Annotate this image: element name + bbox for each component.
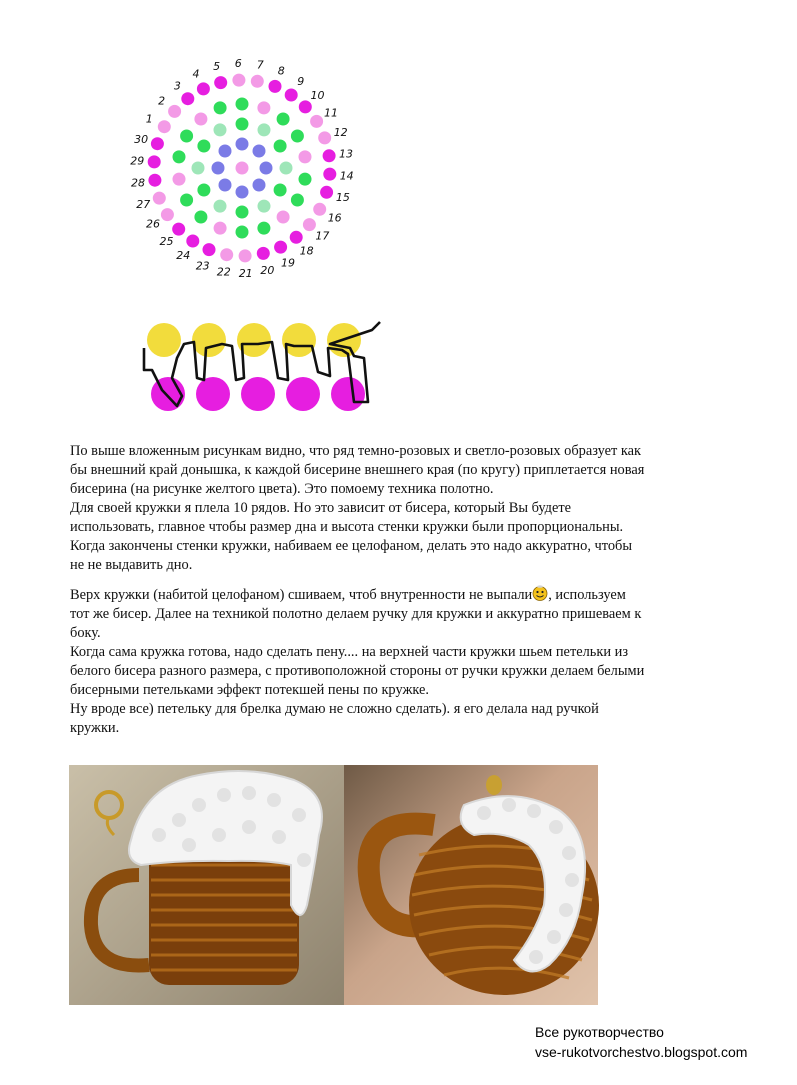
- beaded-mug-illustration: [69, 765, 344, 1005]
- outer-bead: [214, 76, 227, 89]
- bead-number-label: 26: [146, 217, 160, 231]
- text-line: боку.: [70, 625, 101, 641]
- ring-bead: [236, 98, 249, 111]
- bead-number-label: 14: [339, 169, 354, 183]
- text-line: Когда закончены стенки кружки, набиваем ее целофаном, делать это надо аккуратно, чтобы: [70, 538, 633, 554]
- text-line: [70, 585, 770, 605]
- text-line: использовать, главное чтобы размер дна и высота стенки кружки были пропорциональны.: [70, 519, 624, 535]
- center-bead: [260, 162, 273, 175]
- yellow-bead: [147, 323, 181, 357]
- signature-url: vse-rukotvorchestvo.blogspot.com: [535, 1044, 748, 1060]
- ring-bead: [173, 173, 186, 186]
- ring-bead: [236, 226, 249, 239]
- beaded-mug-photo-right: [344, 765, 598, 1005]
- outer-bead: [251, 75, 264, 88]
- pink-bead: [196, 377, 230, 411]
- pink-bead: [331, 377, 365, 411]
- center-bead: [219, 145, 232, 158]
- bead-number-label: 7: [256, 58, 264, 72]
- text-line: бы внешний край донышка, к каждой бисерине внешнего края (по кругу) приплетается новая: [70, 462, 645, 478]
- center-bead: [212, 162, 225, 175]
- bead-number-label: 28: [131, 176, 145, 190]
- outer-bead: [203, 243, 216, 256]
- text-line: бисерными петельками эффект потекшей пены по кружке.: [70, 682, 430, 698]
- ring-bead: [236, 206, 249, 219]
- ring-bead: [214, 222, 227, 235]
- outer-bead: [323, 149, 336, 162]
- bead-number-label: 13: [339, 147, 353, 161]
- bead-number-label: 4: [192, 67, 200, 81]
- center-bead: [236, 162, 249, 175]
- outer-bead: [290, 231, 303, 244]
- ring-bead: [197, 140, 210, 153]
- center-bead: [236, 138, 249, 151]
- text-line: Когда сама кружка готова, надо сделать пену.... на верхней части кружки шьем петельки из: [70, 644, 629, 660]
- outer-bead: [232, 74, 245, 87]
- ring-bead: [258, 123, 271, 136]
- bead-number-label: 15: [335, 190, 350, 204]
- signature: [535, 1022, 747, 1062]
- pink-bead: [241, 377, 275, 411]
- outer-bead: [186, 235, 199, 248]
- ring-bead: [194, 113, 207, 126]
- ring-bead: [258, 200, 271, 213]
- instructions-paragraph-1: [70, 442, 770, 575]
- text-line: бисерина (на рисунке желтого цвета). Это помоему техника полотно.: [70, 481, 494, 497]
- bead-number-label: 9: [297, 75, 305, 88]
- outer-bead: [285, 89, 298, 102]
- ring-bead: [291, 130, 304, 143]
- outer-bead: [274, 241, 287, 254]
- text-line: кружки.: [70, 720, 120, 736]
- ring-bead: [214, 200, 227, 213]
- ring-bead: [277, 211, 290, 224]
- signature-name: Все рукотворчество: [535, 1024, 664, 1040]
- ring-bead: [180, 130, 193, 143]
- beaded-mug-closeup-illustration: [344, 765, 598, 1005]
- weaving-technique-diagram: [132, 318, 382, 418]
- beaded-mug-photo-left: [69, 765, 344, 1005]
- ring-bead: [274, 184, 287, 197]
- outer-bead: [148, 155, 161, 168]
- outer-bead: [269, 80, 282, 93]
- bead-number-label: 3: [173, 79, 181, 93]
- ring-bead: [236, 118, 249, 131]
- ring-bead: [192, 162, 205, 175]
- pink-bead-row: [151, 377, 365, 411]
- ring-bead: [280, 162, 293, 175]
- outer-bead: [220, 248, 233, 261]
- outer-bead: [151, 137, 164, 150]
- ring-bead: [197, 184, 210, 197]
- bead-number-label: 20: [260, 263, 275, 277]
- bead-number-label: 25: [159, 234, 174, 248]
- bead-number-label: 18: [299, 244, 314, 258]
- ring-bead: [299, 173, 312, 186]
- center-bead: [219, 179, 232, 192]
- ring-bead: [214, 123, 227, 136]
- text-line: Ну вроде все) петельку для брелка думаю не сложно сделать). я его делала над ручкой: [70, 701, 599, 717]
- outer-bead: [299, 100, 312, 113]
- bead-number-label: 24: [176, 249, 191, 262]
- yellow-bead: [192, 323, 226, 357]
- text-line: не не выдавить дно.: [70, 557, 193, 573]
- outer-bead: [153, 192, 166, 205]
- ring-bead: [299, 150, 312, 163]
- ring-bead: [194, 211, 207, 224]
- ring-bead: [274, 140, 287, 153]
- bead-number-label: 8: [277, 64, 285, 78]
- bead-number-label: 29: [130, 154, 145, 168]
- outer-bead: [172, 223, 185, 236]
- outer-bead: [320, 186, 333, 199]
- outer-bead: [257, 247, 270, 260]
- bead-number-label: 16: [327, 211, 342, 225]
- bead-number-label: 11: [324, 106, 338, 120]
- text-segment: Верх кружки (набитой целофаном) сшиваем, чтоб внутренности не выпали: [70, 587, 533, 603]
- bead-number-label: 19: [281, 256, 295, 270]
- instructions-paragraph-2: [70, 585, 770, 738]
- bead-number-label: 12: [333, 126, 348, 140]
- ring-bead: [214, 101, 227, 114]
- ring-bead: [257, 101, 270, 114]
- bead-number-label: 5: [213, 60, 221, 74]
- outer-bead: [303, 218, 316, 231]
- outer-bead: [310, 115, 323, 128]
- text-segment: , используем: [548, 587, 626, 603]
- center-bead: [236, 186, 249, 199]
- smiley-icon: [532, 585, 548, 601]
- bead-number-label: 23: [195, 259, 210, 273]
- center-bead: [253, 145, 266, 158]
- bead-number-label: 30: [134, 133, 149, 147]
- ring-bead: [180, 194, 193, 207]
- center-bead: [253, 179, 266, 192]
- bead-number-label: 27: [136, 197, 151, 211]
- outer-bead: [197, 82, 210, 95]
- ring-bead: [291, 194, 304, 207]
- ring-bead: [173, 150, 186, 163]
- bead-number-label: 22: [216, 265, 231, 279]
- bead-bottom-diagram: [120, 30, 370, 280]
- bead-number-label: 2: [158, 94, 166, 108]
- outer-bead: [313, 203, 326, 216]
- text-line: По выше вложенным рисункам видно, что ряд темно-розовых и светло-розовых образует как: [70, 443, 642, 459]
- bead-number-label: 1: [145, 112, 153, 126]
- ring-bead: [257, 222, 270, 235]
- bead-number-label: 17: [315, 229, 330, 243]
- bead-number-label: 6: [234, 57, 242, 71]
- outer-bead: [239, 249, 252, 262]
- bead-number-label: 21: [238, 266, 253, 280]
- pink-bead: [286, 377, 320, 411]
- ring-bead: [277, 113, 290, 126]
- outer-bead: [181, 92, 194, 105]
- outer-bead: [168, 105, 181, 118]
- bead-number-label: 10: [310, 89, 325, 103]
- outer-bead: [161, 208, 174, 221]
- outer-bead: [148, 174, 161, 187]
- outer-bead: [318, 131, 331, 144]
- text-line: Для своей кружки я плела 10 рядов. Но это зависит от бисера, который Вы будете: [70, 500, 572, 516]
- outer-bead: [158, 120, 171, 133]
- text-line: белого бисера разного размера, с противоположной стороны от ручки кружки делаем белыми: [70, 663, 645, 679]
- outer-bead: [323, 168, 336, 181]
- text-line: тот же бисер. Далее на техникой полотно делаем ручку для кружки и аккуратно пришеваем к: [70, 606, 642, 622]
